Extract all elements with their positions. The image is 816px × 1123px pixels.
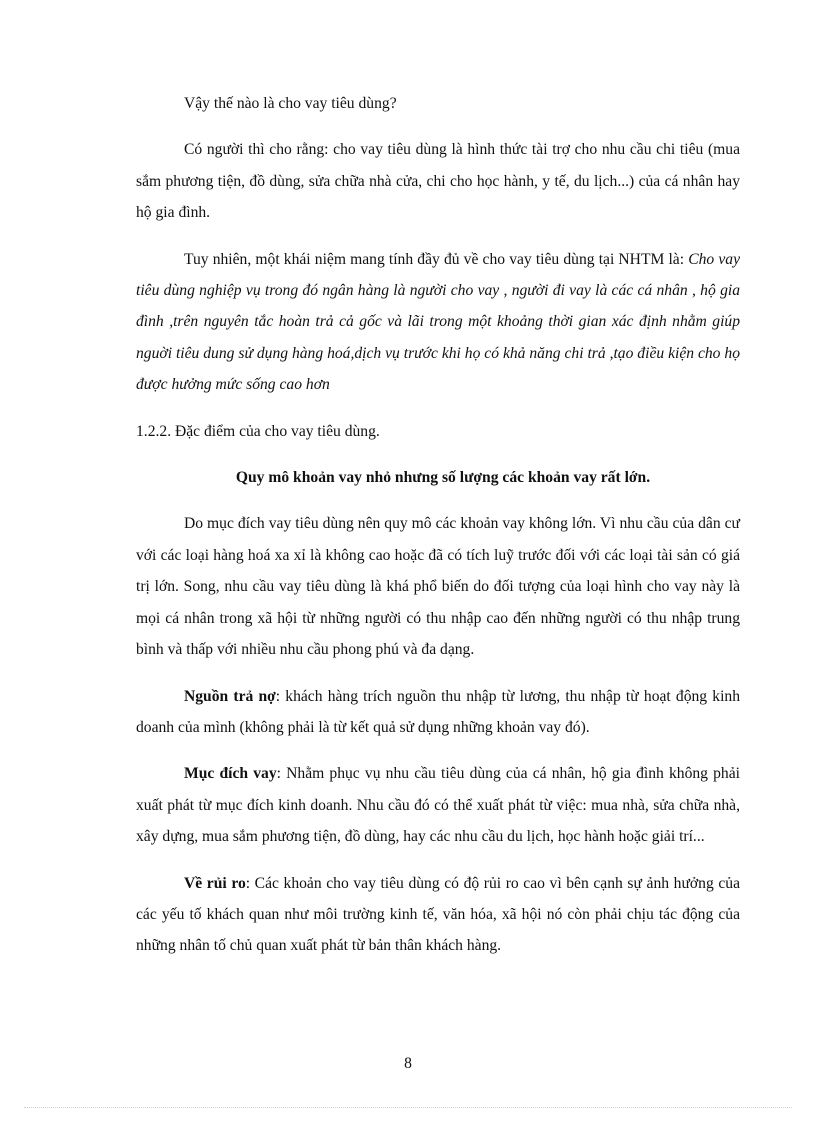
definition-text: Cho vay tiêu dùng nghiệp vụ trong đó ngân hàng là người cho vay , người đi vay là các cá nhân , hộ gia đình ,trên nguyên tắc hoàn trả cả gốc và lãi trong một khoảng thời gian xác định nhằm giúp nguời tiêu dung sử dụng hàng hoá,dịch vụ trước khi họ có khả năng chi trả ,tạo điều kiện cho họ được hưởng mức sống cao hơn <box>136 250 740 394</box>
repayment-source-label: Nguồn trả nợ <box>184 687 276 705</box>
repayment-source-text: : khách hàng trích nguồn thu nhập từ lương, thu nhập từ hoạt động kinh doanh của mình (không phải là từ kết quả sử dụng những khoản vay đó). <box>136 687 741 736</box>
paragraph-question: Vậy thế nào là cho vay tiêu dùng? <box>184 95 397 112</box>
risk-label: Về rủi ro <box>184 874 246 892</box>
paragraph-repayment-source <box>136 681 740 744</box>
paragraph-opinion: Có người thì cho rằng: cho vay tiêu dùng là hình thức tài trợ cho nhu cầu chi tiêu (mua sắm phương tiện, đồ dùng, sửa chữa nhà cửa, chi cho học hành, y tế, du lịch...) của cá nhân hay hộ gia đình. <box>136 141 740 222</box>
paragraph-loan-purpose <box>136 758 740 852</box>
subsection-heading: Quy mô khoản vay nhỏ nhưng số lượng các khoản vay rất lớn. <box>235 469 651 487</box>
loan-purpose-label: Mục đích vay <box>184 765 277 783</box>
document-page <box>136 88 740 977</box>
definition-lead: Tuy nhiên, một khái niệm mang tính đầy đủ về cho vay tiêu dùng tại NHTM là: <box>184 250 689 268</box>
page-number: 8 <box>404 1055 412 1072</box>
page-bottom-divider <box>24 1107 792 1108</box>
risk-text: : Các khoản cho vay tiêu dùng có độ rủi ro cao vì bên cạnh sự ảnh hưởng của các yếu tố khách quan như môi trường kinh tế, văn hóa, xã hội nó còn phải chịu tác động của những nhân tố chủ quan xuất phát từ bản thân khách hàng. <box>136 874 740 955</box>
loan-purpose-text: : Nhằm phục vụ nhu cầu tiêu dùng của cá nhân, hộ gia đình không phải xuất phát từ mục đích kinh doanh. Nhu cầu đó có thể xuất phát từ việc: mua nhà, sửa chữa nhà, xây dựng, mua sắm phương tiện, đồ dùng, hay các nhu cầu du lịch, học hành hoặc giải trí... <box>136 765 740 846</box>
paragraph-definition <box>136 244 740 401</box>
section-heading: 1.2.2. Đặc điểm của cho vay tiêu dùng. <box>136 422 380 440</box>
paragraph-scale: Do mục đích vay tiêu dùng nên quy mô các khoản vay không lớn. Vì nhu cầu của dân cư với các loại hàng hoá xa xỉ là không cao hoặc đã có tích luỹ trước đối với các loại tài sản có giá trị lớn. Song, nhu cầu vay tiêu dùng là khá phổ biến do đối tượng của loại hình cho vay này là mọi cá nhân trong xã hội từ những người có thu nhập cao đến những người có thu nhập trung bình và thấp với nhiều nhu cầu phong phú và đa dạng. <box>136 515 740 659</box>
paragraph-risk <box>136 868 740 962</box>
